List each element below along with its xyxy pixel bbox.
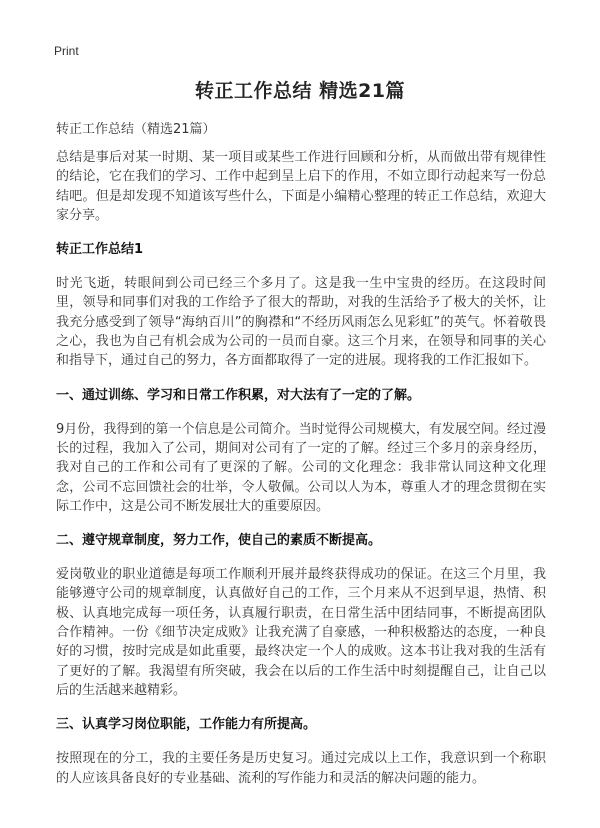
subsection-paragraph-2: 爱岗敬业的职业道德是每项工作顺利开展并最终获得成功的保证。在这三个月里，我能够遵守公司的规章制度，认真做好自己的工作，三个月来从不迟到早退，热情、积极、认真地完成每一项任务，认真履行职责，在日常生活中团结同事，不断提高团队合作精神。一份《细节决定成败》让我充满了自豪感，一种积极豁达的态度，一种良好的习惯，按时完成是如此重要，最终决定一个人的成败。这本书让我对我的生活有了更好的了解。我渴望有所突破，我会在以后的工作生活中时刻提醒自己，让自己以后的生活越来越精彩。 [56, 567, 546, 698]
page-title: 转正工作总结 精选21篇 [194, 80, 406, 102]
article-body [56, 148, 546, 803]
subsection-paragraph-1: 9月份，我得到的第一个信息是公司简介。当时觉得公司规模大，有发展空间。经过漫长的过程，我加入了公司，期间对公司有了一定的了解。经过三个多月的亲身经历，我对自己的工作和公司有了更深的了解。公司的文化理念：我非常认同这种文化理念，公司不忘回馈社会的壮举，令人敬佩。公司以人为本，尊重人才的理念贯彻在实际工作中，这是公司不断发展壮大的重要原因。 [56, 421, 546, 514]
subsection-heading-3: 三、认真学习岗位职能，工作能力有所提高。 [56, 717, 317, 733]
subsection-paragraph-3: 按照现在的分工，我的主要任务是历史复习。通过完成以上工作，我意识到一个称职的人应该具备良好的专业基础、流利的写作能力和灵活的解决问题的能力。 [56, 751, 546, 786]
subsection-heading-1: 一、通过训练、学习和日常工作积累，对大法有了一定的了解。 [56, 387, 421, 403]
print-link[interactable]: Print [54, 44, 79, 58]
subsection-heading-2: 二、遵守规章制度，努力工作，使自己的素质不断提高。 [56, 533, 382, 549]
intro-paragraph: 总结是事后对某一时期、某一项目或某些工作进行回顾和分析，从而做出带有规律性的结论，它在我们的学习、工作中起到呈上启下的作用，不如立即行动起来写一份总结吧。但是却发现不知道该写些什么，下面是小编精心整理的转正工作总结，欢迎大家分享。 [56, 150, 546, 223]
section-heading: 转正工作总结1 [56, 242, 144, 258]
section-paragraph: 时光飞逝，转眼间到公司已经三个多月了。这是我一生中宝贵的经历。在这段时间里，领导和同事们对我的工作给予了很大的帮助，对我的生活给予了极大的关怀，让我充分感受到了领导“海纳百川”的胸襟和“不经历风雨怎么见彩虹”的英气。怀着敬畏之心，我也为自己有机会成为公司的一员而自豪。这三个月来，在领导和同事的关心和指导下，通过自己的努力，各方面都取得了一定的进展。现将我的工作汇报如下。 [56, 276, 546, 369]
subtitle: 转正工作总结（精选21篇） [56, 122, 216, 137]
